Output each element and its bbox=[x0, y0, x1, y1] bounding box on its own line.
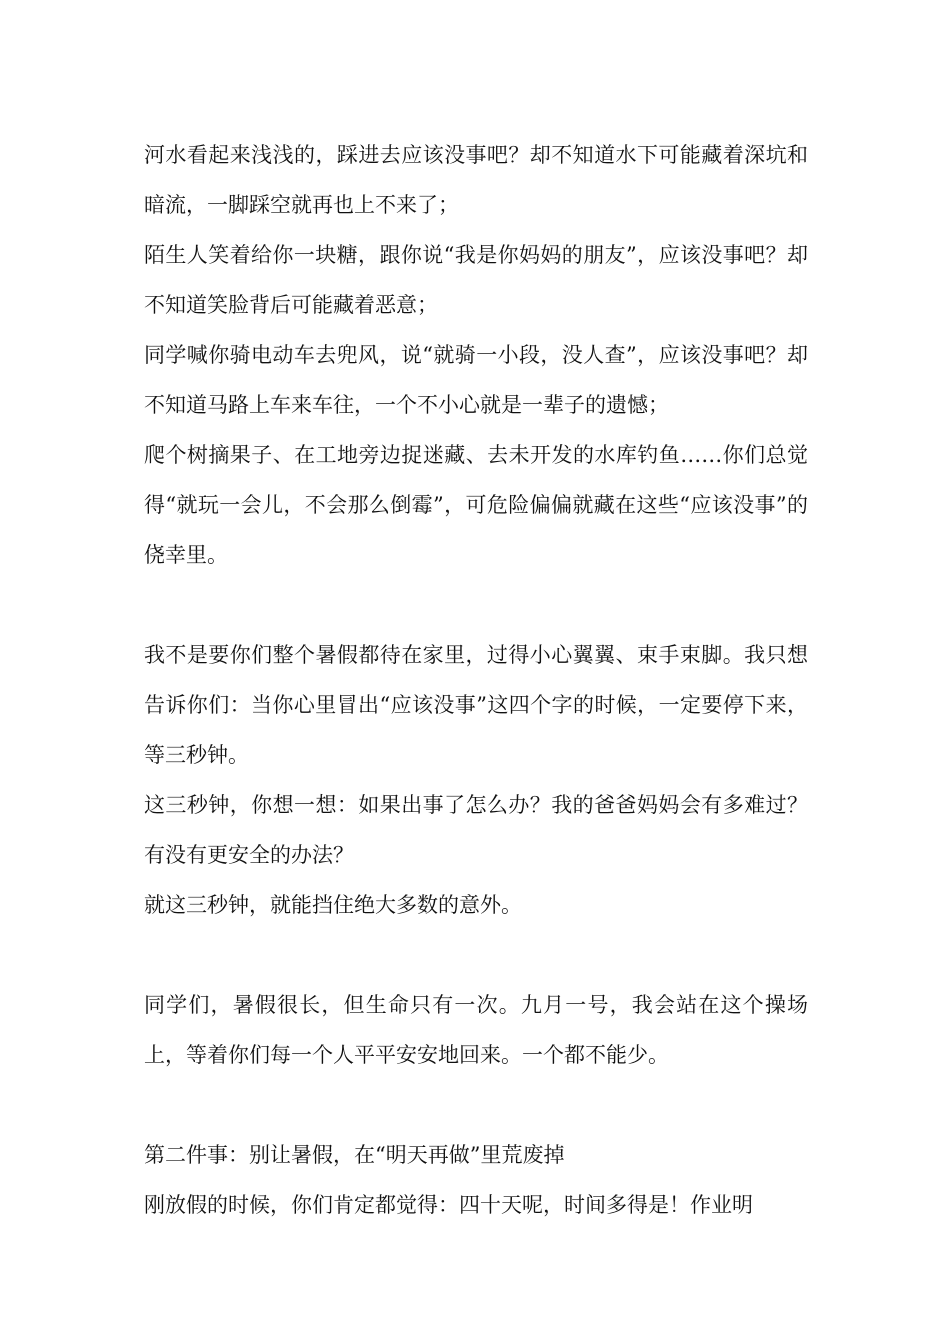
paragraph-holiday-start: 刚放假的时候，你们肯定都觉得：四十天呢，时间多得是！作业明 bbox=[144, 1193, 753, 1217]
paragraph-safe-return: 同学们，暑假很长，但生命只有一次。九月一号，我会站在这个操场上，等着你们每一个人平平安安地回来。一个都不能少。 bbox=[144, 993, 808, 1067]
section-heading-second-point: 第二件事：别让暑假，在“明天再做”里荒废掉 bbox=[144, 1143, 565, 1167]
paragraph-gap bbox=[144, 1080, 808, 1130]
paragraph-stranger-danger: 陌生人笑着给你一块糖，跟你说“我是你妈妈的朋友”，应该没事吧？却不知道笑脸背后可能藏着恶意； bbox=[144, 243, 808, 317]
paragraph-ebike-danger: 同学喊你骑电动车去兜风，说“就骑一小段，没人查”，应该没事吧？却不知道马路上车来车往，一个不小心就是一辈子的遗憾； bbox=[144, 343, 808, 417]
paragraph-prevent-accidents: 就这三秒钟，就能挡住绝大多数的意外。 bbox=[144, 893, 522, 917]
paragraph-gap bbox=[144, 580, 808, 630]
paragraph-think-questions: 这三秒钟，你想一想：如果出事了怎么办？我的爸爸妈妈会有多难过？有没有更安全的办法？ bbox=[144, 793, 808, 867]
paragraph-river-danger: 河水看起来浅浅的，踩进去应该没事吧？却不知道水下可能藏着深坑和暗流，一脚踩空就再也上不来了； bbox=[144, 143, 808, 217]
paragraph-gap bbox=[144, 930, 808, 980]
paragraph-risky-play: 爬个树摘果子、在工地旁边捉迷藏、去未开发的水库钓鱼……你们总觉得“就玩一会儿，不会那么倒霉”，可危险偏偏就藏在这些“应该没事”的侥幸里。 bbox=[144, 443, 808, 567]
paragraph-three-seconds: 我不是要你们整个暑假都待在家里，过得小心翼翼、束手束脚。我只想告诉你们：当你心里冒出“应该没事”这四个字的时候，一定要停下来，等三秒钟。 bbox=[144, 643, 808, 767]
document-body bbox=[144, 130, 808, 1230]
